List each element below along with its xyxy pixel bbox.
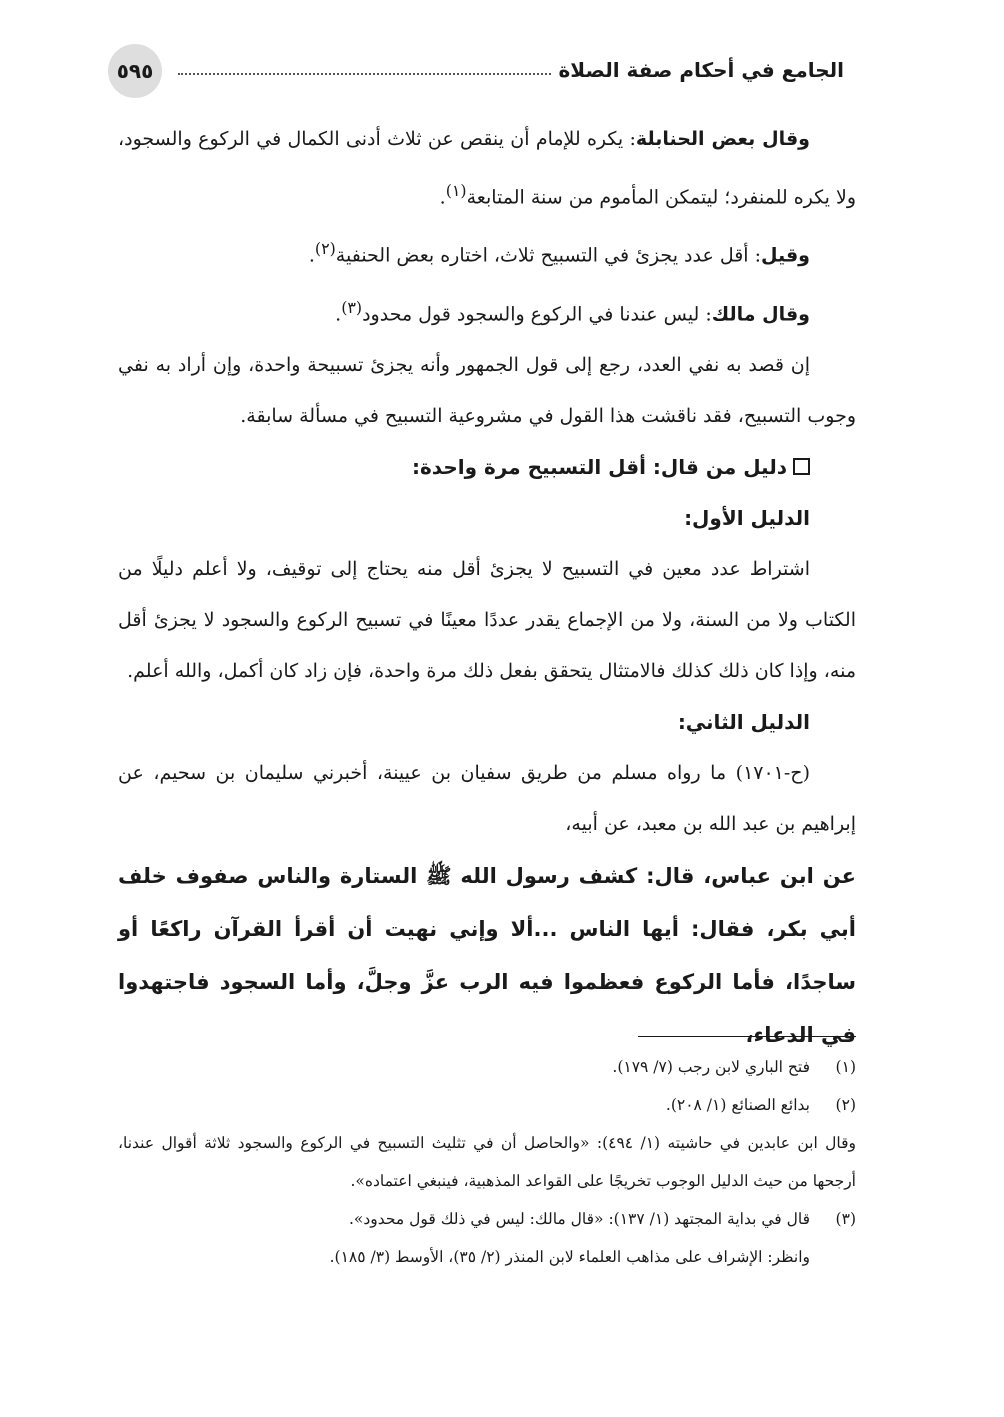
- main-text: [118, 114, 856, 1062]
- footnote-ref: (٢): [314, 239, 336, 259]
- paragraph-isnad: (ح-١٧٠١) ما رواه مسلم من طريق سفيان بن عيينة، أخبرني سليمان بن سحيم، عن إبراهيم بن عبد الله بن معبد، عن أبيه،: [118, 761, 856, 835]
- running-head: [178, 52, 844, 88]
- evidence-heading: دليل من قال: أقل التسبيح مرة واحدة:: [118, 442, 856, 493]
- speaker-label: وقيل: [761, 244, 810, 267]
- footnotes: [118, 1048, 856, 1276]
- paragraph-hanabila: وقال بعض الحنابلة: يكره للإمام أن ينقص عن ثلاث أدنى الكمال في الركوع والسجود، ولا يكره للمنفرد؛ ليتمكن المأموم من سنة المتابعة$^{(١)}$.: [118, 128, 856, 209]
- paragraph-malik: وقال مالك: ليس عندنا في الركوع والسجود قول محدود$^{(٣)}$.: [335, 297, 810, 325]
- second-evidence-heading: الدليل الثاني:: [677, 709, 810, 734]
- footnote-3: [118, 1200, 856, 1238]
- footnote-text: بدائع الصنائع (١/ ٢٠٨).: [665, 1096, 810, 1114]
- footnote-2-continuation: وقال ابن عابدين في حاشيته (١/ ٤٩٤): «والحاصل أن في تثليث التسبيح في الركوع والسجود ثلاثة أقوال عندنا، أرجحها من حيث الدليل الوجوب تخريجًا على القواعد المذهبية، فينبغي اعتماده».: [118, 1134, 856, 1190]
- first-evidence-heading: الدليل الأول:: [684, 505, 810, 530]
- footnote-text: فتح الباري لابن رجب (٧/ ١٧٩).: [612, 1058, 810, 1076]
- footnote-2: [118, 1086, 856, 1124]
- footnote-text: قال في بداية المجتهد (١/ ١٣٧): «قال مالك: ليس في ذلك قول محدود».: [348, 1210, 810, 1228]
- page-number: ٥٩٥: [108, 44, 162, 98]
- checkbox-icon: [793, 458, 810, 475]
- hadith-text: عن ابن عباس، قال: كشف رسول الله ﷺ الستارة والناس صفوف خلف أبي بكر، فقال: أيها الناس ...ألا وإني نهيت أن أقرأ القرآن راكعًا أو ساجدًا، فأما الركوع فعظموا فيه الرب عزَّ وجلَّ، وأما السجود فاجتهدوا في الدعاء،: [118, 863, 856, 1047]
- paragraph-first-evidence: اشتراط عدد معين في التسبيح لا يجزئ أقل منه يحتاج إلى توقيف، ولا أعلم دليلًا من الكتاب ولا من السنة، ولا من الإجماع يقدر عددًا معينًا في تسبيح الركوع والسجود لا يجزئ أقل منه، وإذا كان ذلك كذلك فالامتثال يتحقق بفعل ذلك مرة واحدة، فإن زاد كان أكمل، والله أعلم.: [118, 557, 856, 682]
- footnote-number: (١): [835, 1058, 856, 1076]
- footnote-number: (٣): [835, 1210, 856, 1228]
- paragraph-qil: وقيل: أقل عدد يجزئ في التسبيح ثلاث، اختاره بعض الحنفية$^{(٢)}$.: [308, 239, 810, 267]
- footnote-1: [118, 1048, 856, 1086]
- footnote-3-continuation: وانظر: الإشراف على مذاهب العلماء لابن المنذر (٢/ ٣٥)، الأوسط (٣/ ١٨٥).: [329, 1248, 810, 1266]
- speaker-label: وقال بعض الحنابلة: [635, 128, 810, 150]
- footnote-ref: (٣): [341, 297, 363, 317]
- footnote-number: (٢): [835, 1096, 856, 1114]
- speaker-label: وقال مالك: [711, 302, 810, 325]
- book-title: الجامع في أحكام صفة الصلاة: [558, 58, 844, 82]
- leader-dots: [178, 73, 551, 75]
- footnote-ref: (١): [445, 181, 467, 200]
- paragraph-discussion: إن قصد به نفي العدد، رجع إلى قول الجمهور وأنه يجزئ تسبيحة واحدة، وإن أراد به نفي وجوب التسبيح، فقد ناقشت هذا القول في مشروعية التسبيح في مسألة سابقة.: [118, 353, 856, 427]
- footnote-rule: [638, 1036, 856, 1037]
